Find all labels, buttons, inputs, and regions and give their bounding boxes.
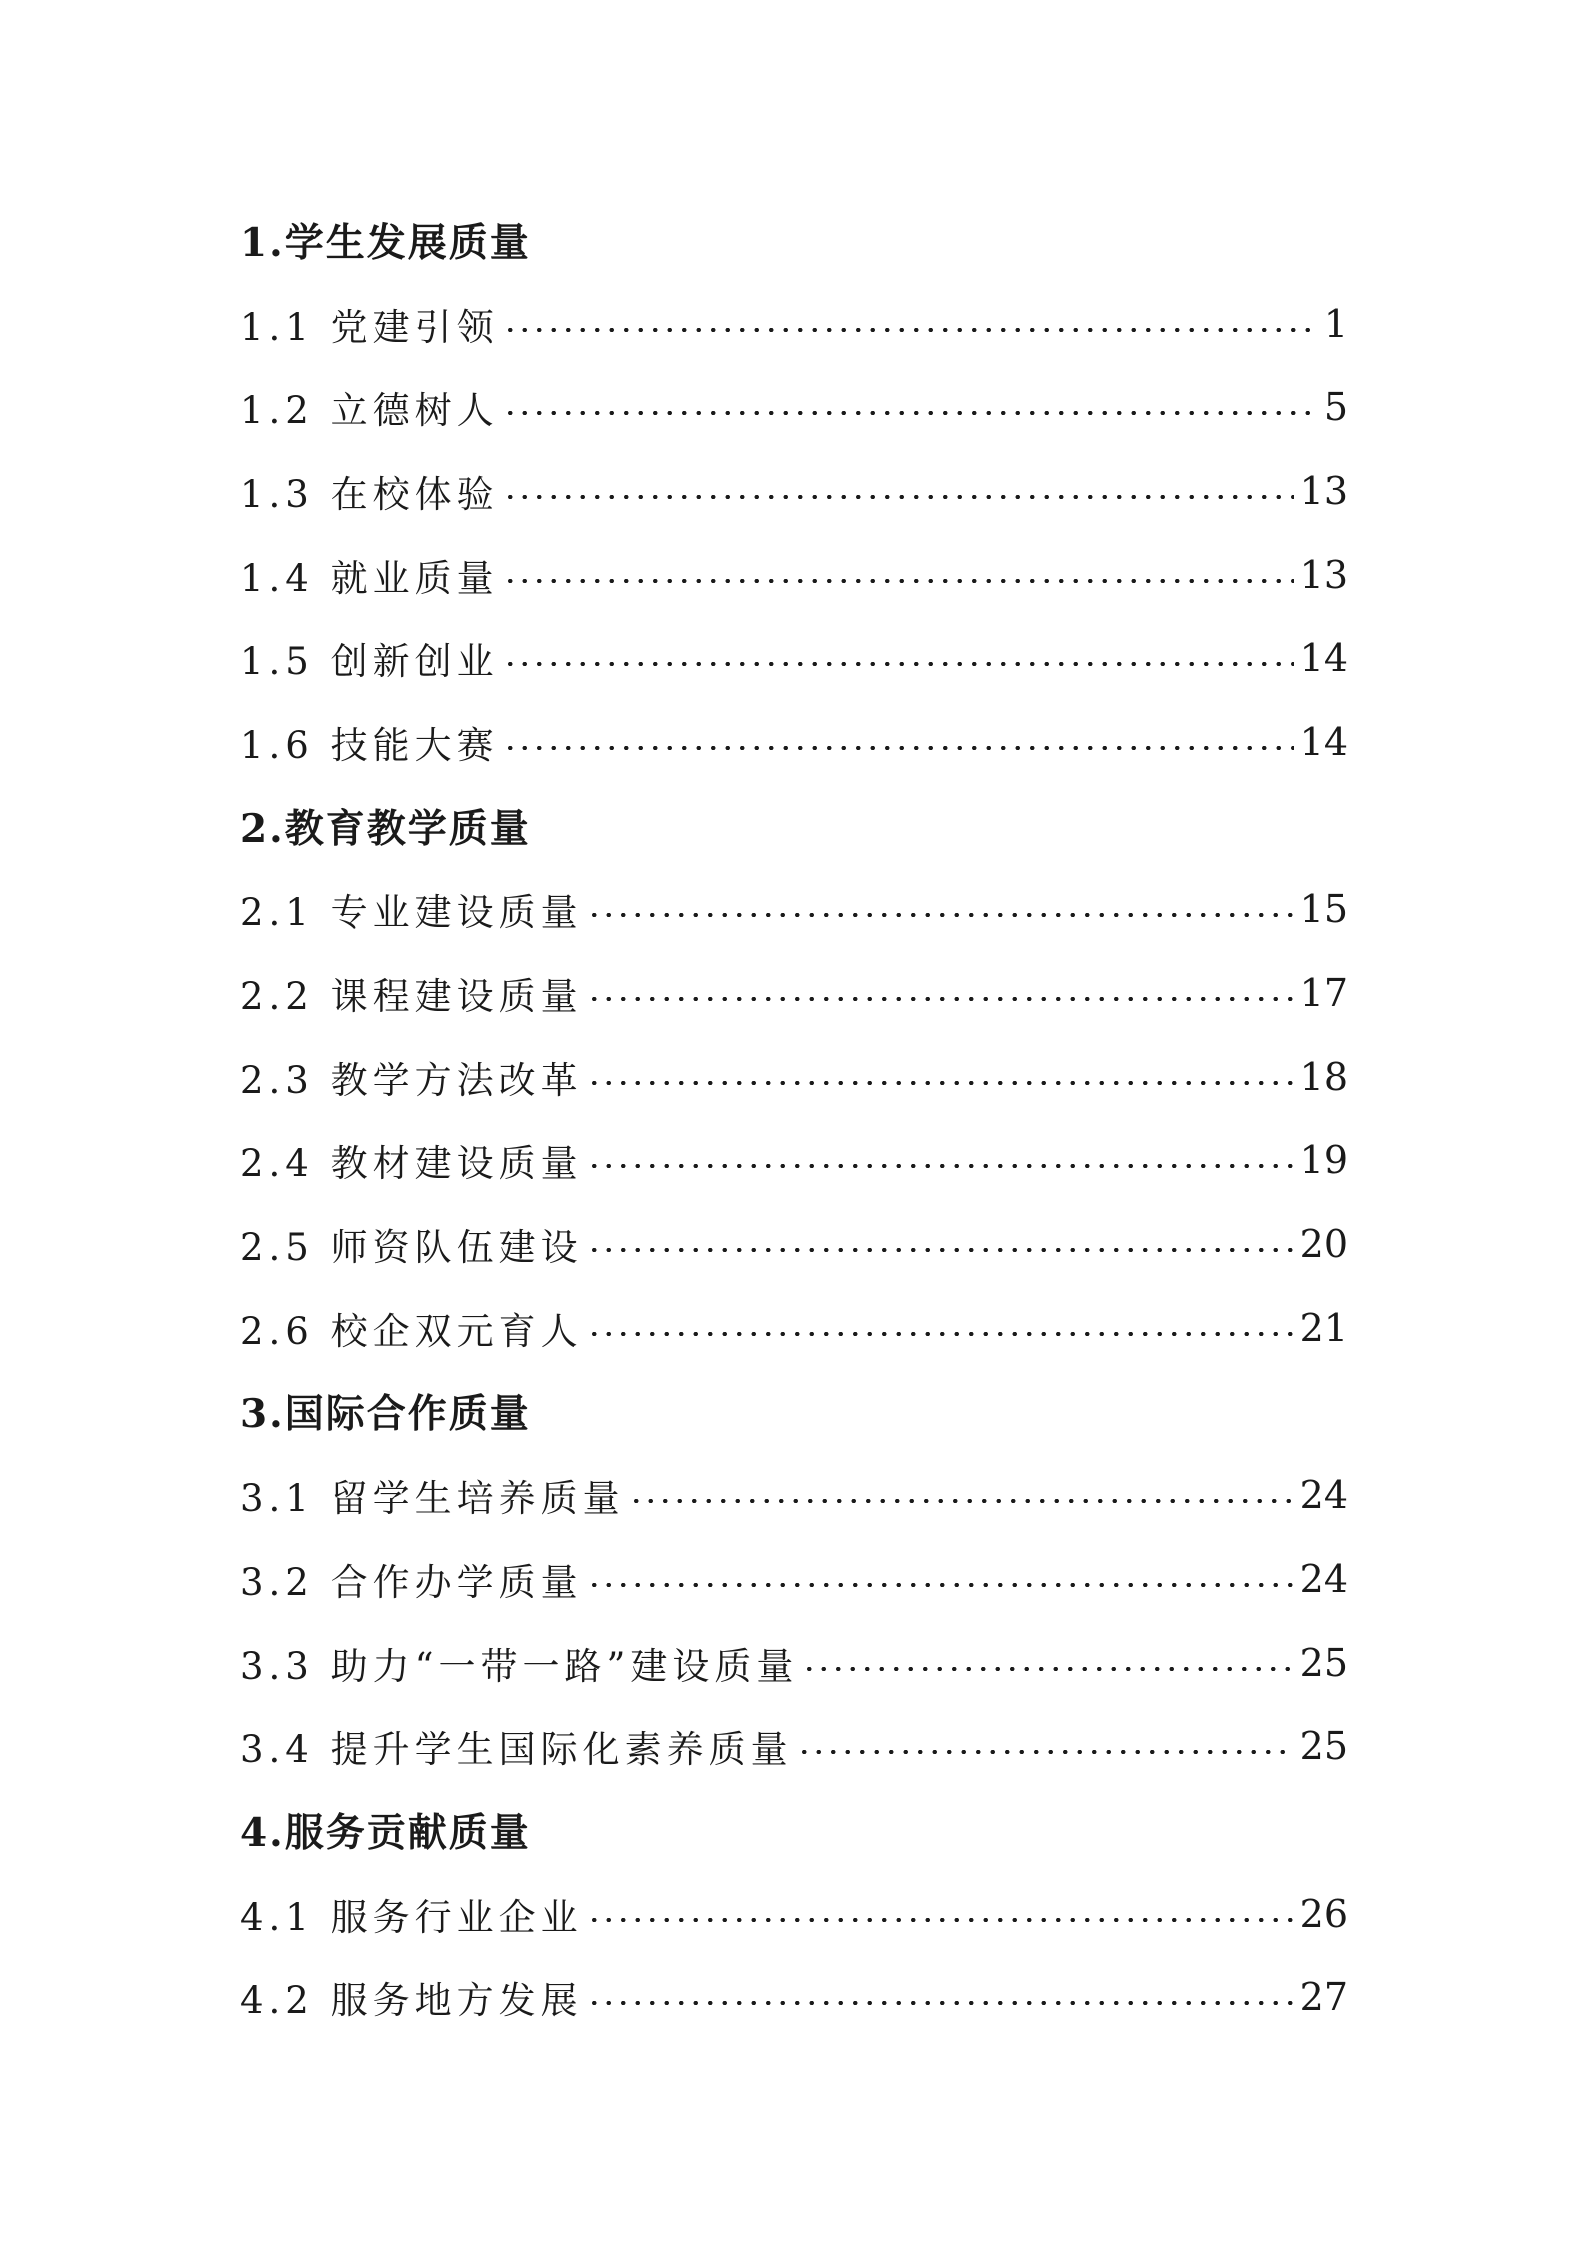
toc-entry-label: 2.4 教材建设质量	[240, 1142, 583, 1186]
toc-entry[interactable]	[240, 951, 1348, 1035]
dot-leader	[503, 411, 1318, 415]
toc-section-heading[interactable]	[240, 1788, 1348, 1872]
toc-entry[interactable]	[240, 1119, 1348, 1203]
dot-leader	[797, 1750, 1294, 1754]
dot-leader	[587, 2001, 1294, 2005]
toc-heading-label: 1.学生发展质量	[240, 219, 531, 266]
dot-leader	[629, 1499, 1294, 1503]
dot-leader	[503, 328, 1318, 332]
toc-entry-label: 1.4 就业质量	[240, 556, 499, 600]
toc-page-number: 13	[1299, 468, 1348, 513]
toc-entry[interactable]	[240, 533, 1348, 617]
dot-leader	[503, 495, 1294, 499]
toc-heading-label: 2.教育教学质量	[240, 805, 531, 852]
toc-page-number: 18	[1299, 1054, 1348, 1099]
toc-page-number: 26	[1299, 1891, 1348, 1936]
toc-entry[interactable]	[240, 282, 1348, 366]
toc-page-number: 15	[1299, 887, 1348, 932]
toc-heading-label: 3.国际合作质量	[240, 1391, 531, 1438]
table-of-contents	[240, 198, 1348, 2039]
dot-leader	[503, 746, 1294, 750]
toc-section-heading[interactable]	[240, 198, 1348, 282]
toc-page-number: 25	[1299, 1640, 1348, 1685]
toc-section-heading[interactable]	[240, 1370, 1348, 1454]
toc-entry-label: 4.1 服务行业企业	[240, 1895, 583, 1939]
toc-entry[interactable]	[240, 1872, 1348, 1956]
toc-entry-label: 3.3 助力“一带一路”建设质量	[240, 1644, 799, 1688]
toc-page-number: 14	[1299, 719, 1348, 764]
dot-leader	[587, 1583, 1294, 1587]
toc-page-number: 21	[1299, 1305, 1348, 1350]
toc-page-number: 19	[1299, 1138, 1348, 1183]
toc-entry[interactable]	[240, 868, 1348, 952]
dot-leader	[802, 1667, 1293, 1671]
toc-entry[interactable]	[240, 700, 1348, 784]
toc-page-number: 5	[1323, 385, 1348, 430]
dot-leader	[587, 913, 1294, 917]
toc-entry[interactable]	[240, 1453, 1348, 1537]
toc-entry-label: 3.4 提升学生国际化素养质量	[240, 1728, 793, 1772]
dot-leader	[587, 997, 1294, 1001]
toc-entry[interactable]	[240, 1955, 1348, 2039]
toc-page-number: 20	[1299, 1222, 1348, 1267]
dot-leader	[587, 1164, 1294, 1168]
toc-page-number: 14	[1299, 636, 1348, 681]
toc-entry-label: 3.1 留学生培养质量	[240, 1477, 625, 1521]
toc-entry[interactable]	[240, 1621, 1348, 1705]
toc-entry-label: 1.1 党建引领	[240, 305, 499, 349]
toc-entry-label: 2.1 专业建设质量	[240, 891, 583, 935]
toc-entry-label: 4.2 服务地方发展	[240, 1979, 583, 2023]
dot-leader	[587, 1332, 1294, 1336]
toc-entry[interactable]	[240, 449, 1348, 533]
toc-page-number: 13	[1299, 552, 1348, 597]
toc-entry-label: 1.2 立德树人	[240, 389, 499, 433]
toc-entry-label: 1.5 创新创业	[240, 640, 499, 684]
toc-entry-label: 3.2 合作办学质量	[240, 1560, 583, 1604]
toc-heading-label: 4.服务贡献质量	[240, 1809, 531, 1856]
toc-entry-label: 1.6 技能大赛	[240, 723, 499, 767]
toc-entry[interactable]	[240, 1704, 1348, 1788]
toc-page-number: 1	[1323, 301, 1348, 346]
toc-page-number: 24	[1299, 1473, 1348, 1518]
toc-page-number: 24	[1299, 1556, 1348, 1601]
toc-entry[interactable]	[240, 365, 1348, 449]
toc-entry-label: 1.3 在校体验	[240, 472, 499, 516]
dot-leader	[587, 1918, 1294, 1922]
dot-leader	[587, 1081, 1294, 1085]
toc-section-heading[interactable]	[240, 784, 1348, 868]
dot-leader	[503, 662, 1294, 666]
toc-entry-label: 2.5 师资队伍建设	[240, 1226, 583, 1270]
toc-entry[interactable]	[240, 1202, 1348, 1286]
dot-leader	[587, 1248, 1294, 1252]
toc-entry[interactable]	[240, 1035, 1348, 1119]
toc-page-number: 27	[1299, 1975, 1348, 2020]
toc-entry[interactable]	[240, 1537, 1348, 1621]
dot-leader	[503, 579, 1294, 583]
toc-entry[interactable]	[240, 1286, 1348, 1370]
toc-entry-label: 2.2 课程建设质量	[240, 975, 583, 1019]
toc-page-number: 17	[1299, 971, 1348, 1016]
toc-entry-label: 2.3 教学方法改革	[240, 1058, 583, 1102]
toc-entry[interactable]	[240, 616, 1348, 700]
toc-page-number: 25	[1299, 1724, 1348, 1769]
toc-entry-label: 2.6 校企双元育人	[240, 1309, 583, 1353]
